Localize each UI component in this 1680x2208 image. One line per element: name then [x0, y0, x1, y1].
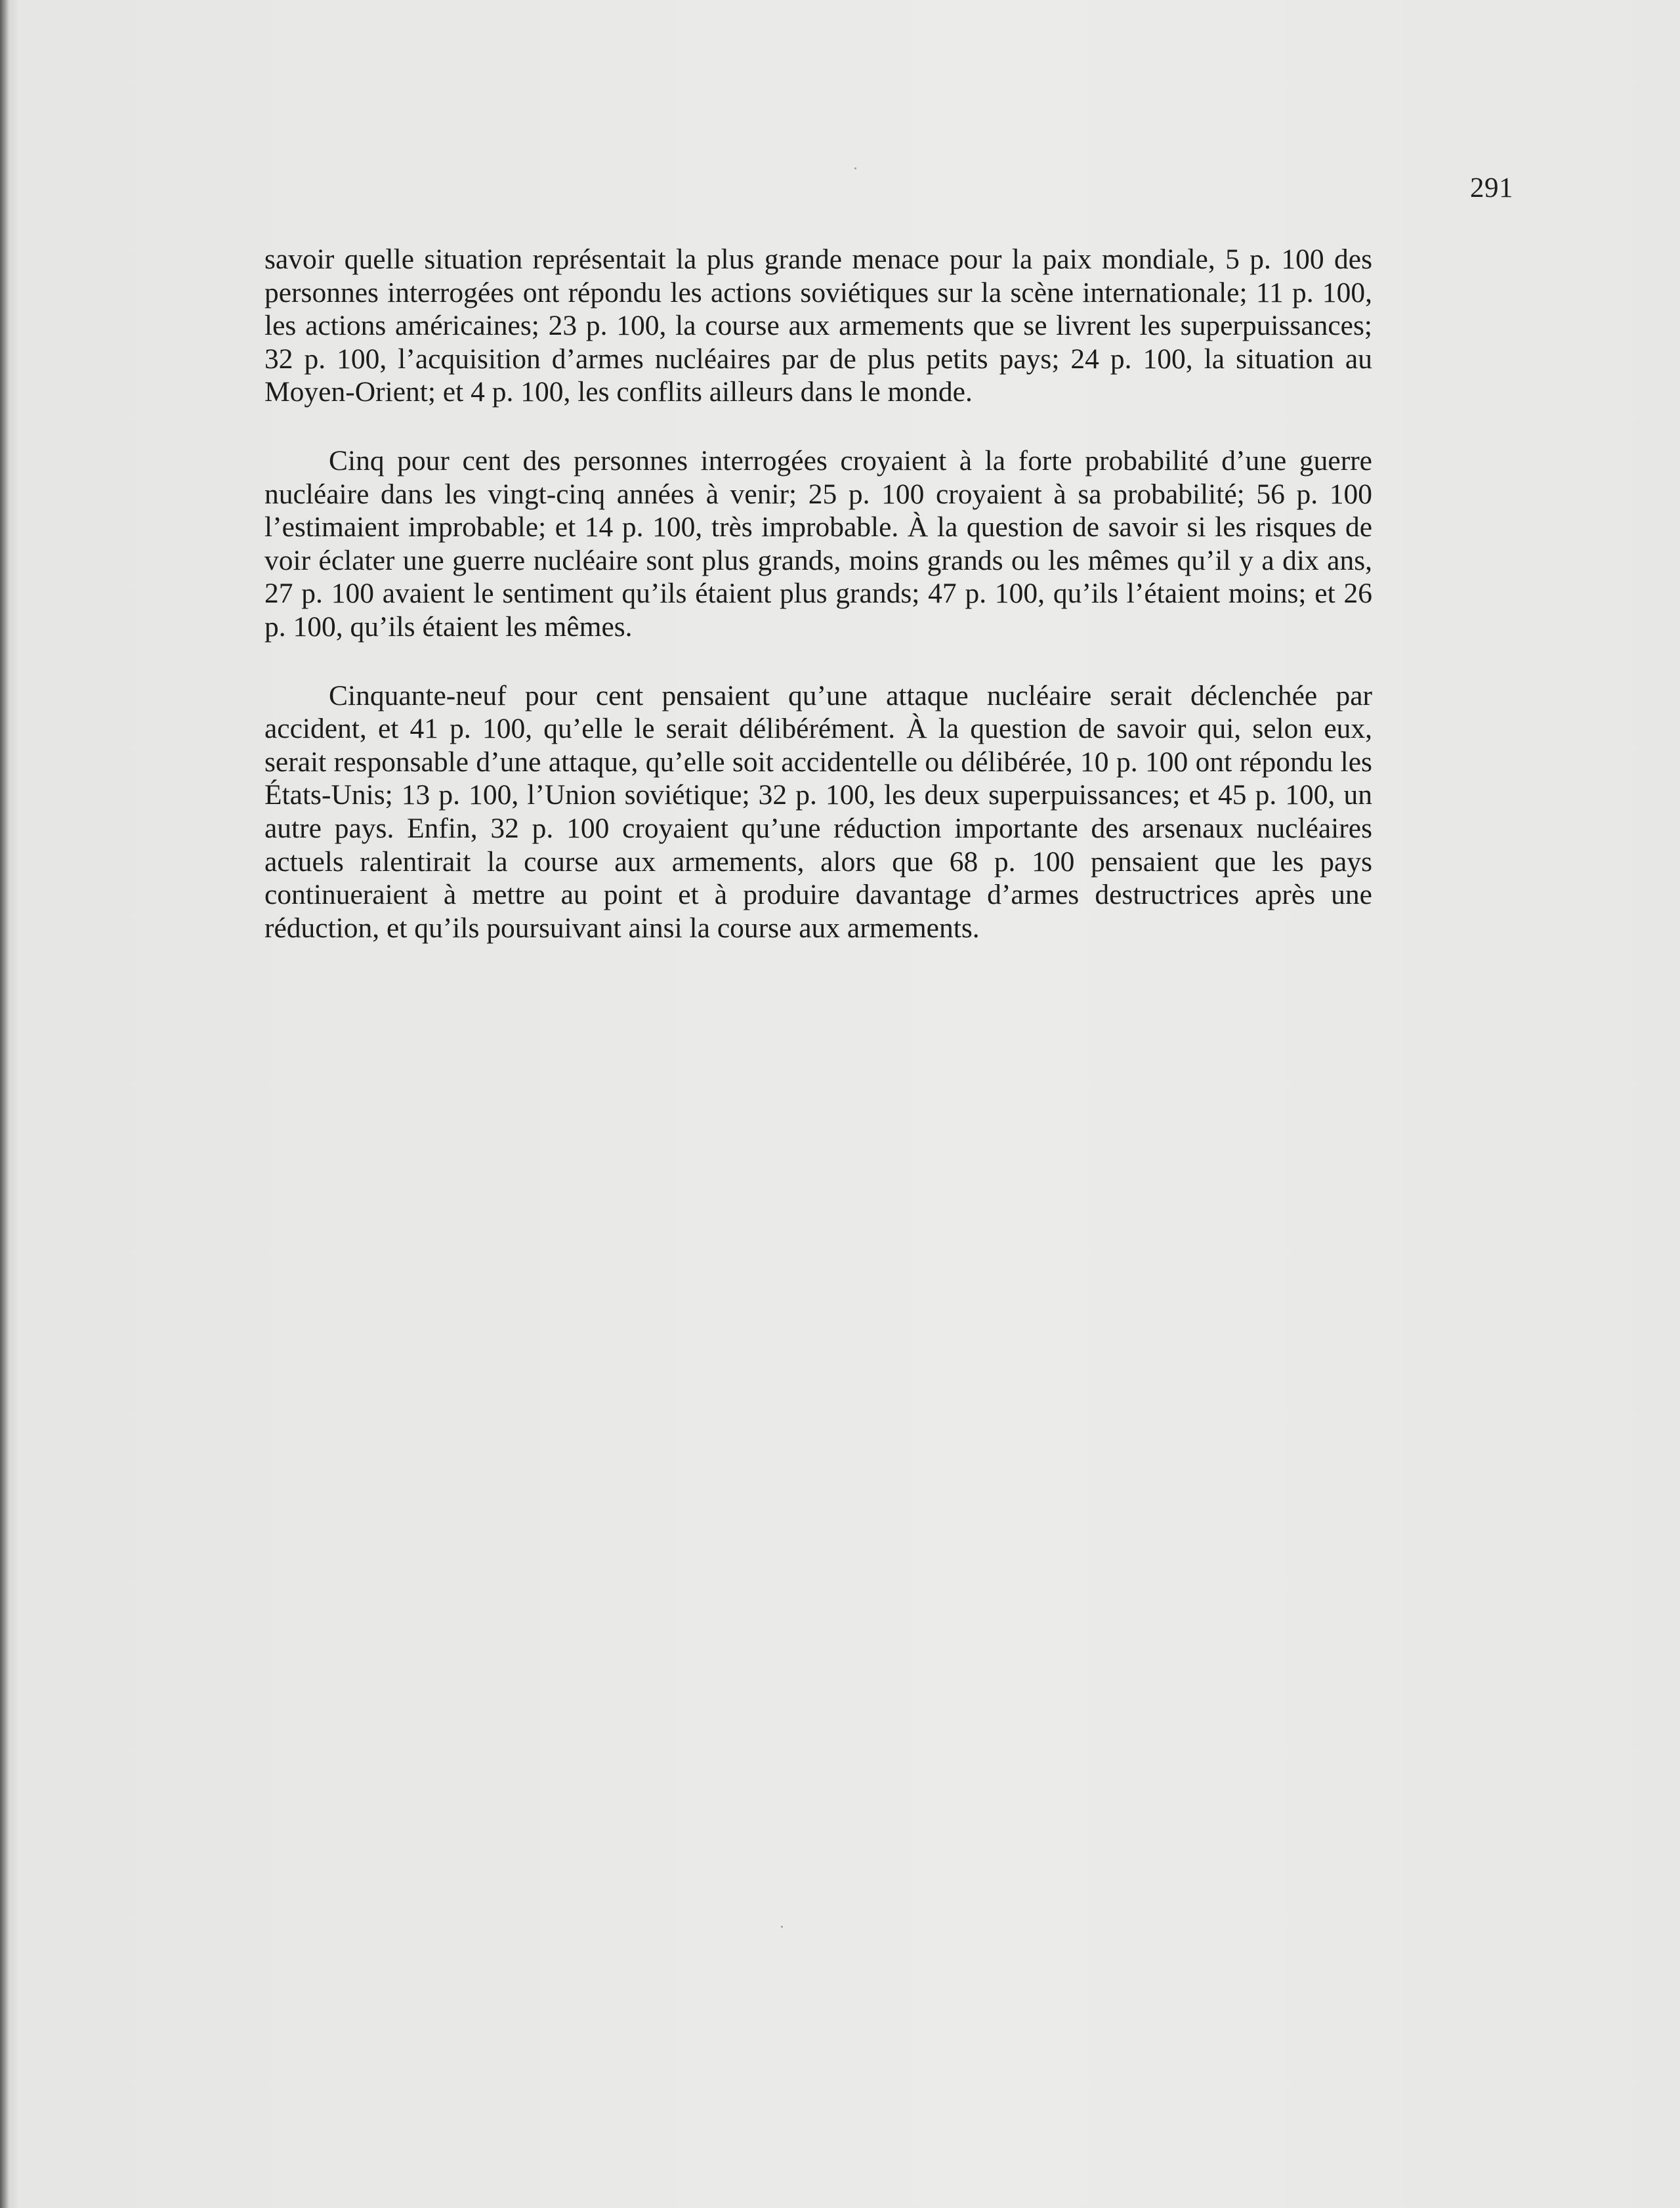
- scan-speck: [781, 1926, 783, 1928]
- scan-speck: [854, 167, 856, 169]
- paragraph-2: Cinq pour cent des personnes interrogées croyaient à la forte probabilité d’une guerre nucléaire dans les vingt-cinq années à venir; 25 p. 100 croyaient à sa probabilité; 56 p. 100 l’estimaient improbable; et 14 p. 100, très improbable. À la question de savoir si les risques de voir éclater une guerre nucléaire sont plus grands, moins grands ou les mêmes qu’il y a dix ans, 27 p. 100 avaient le sentiment qu’ils étaient plus grands; 47 p. 100, qu’ils l’étaient moins; et 26 p. 100, qu’ils étaient les mêmes.: [264, 444, 1372, 643]
- page-number: 291: [1470, 173, 1513, 203]
- paragraph-1: savoir quelle situation représentait la plus grande menace pour la paix mondiale, 5 p. 100 des personnes interrogées ont répondu les actions soviétiques sur la scène internationale; 11 p. 100, les actions américaines; 23 p. 100, la course aux armements que se livrent les superpuissances; 32 p. 100, l’acquisition d’armes nucléaires par de plus petits pays; 24 p. 100, la situation au Moyen-Orient; et 4 p. 100, les conflits ailleurs dans le monde.: [264, 244, 1372, 408]
- paragraph-3: Cinquante-neuf pour cent pensaient qu’une attaque nucléaire serait déclenchée par accident, et 41 p. 100, qu’elle le serait délibérément. À la question de savoir qui, selon eux, serait responsable d’une attaque, qu’elle soit accidentelle ou délibérée, 10 p. 100 ont répondu les États-Unis; 13 p. 100, l’Union soviétique; 32 p. 100, les deux superpuissances; et 45 p. 100, un autre pays. Enfin, 32 p. 100 croyaient qu’une réduction importante des arsenaux nucléaires actuels ralentirait la course aux armements, alors que 68 p. 100 pensaient que les pays continueraient à mettre au point et à produire davantage d’armes destructrices après une réduction, et qu’ils poursuivant ainsi la course aux armements.: [264, 679, 1372, 944]
- body-text: [264, 243, 1372, 945]
